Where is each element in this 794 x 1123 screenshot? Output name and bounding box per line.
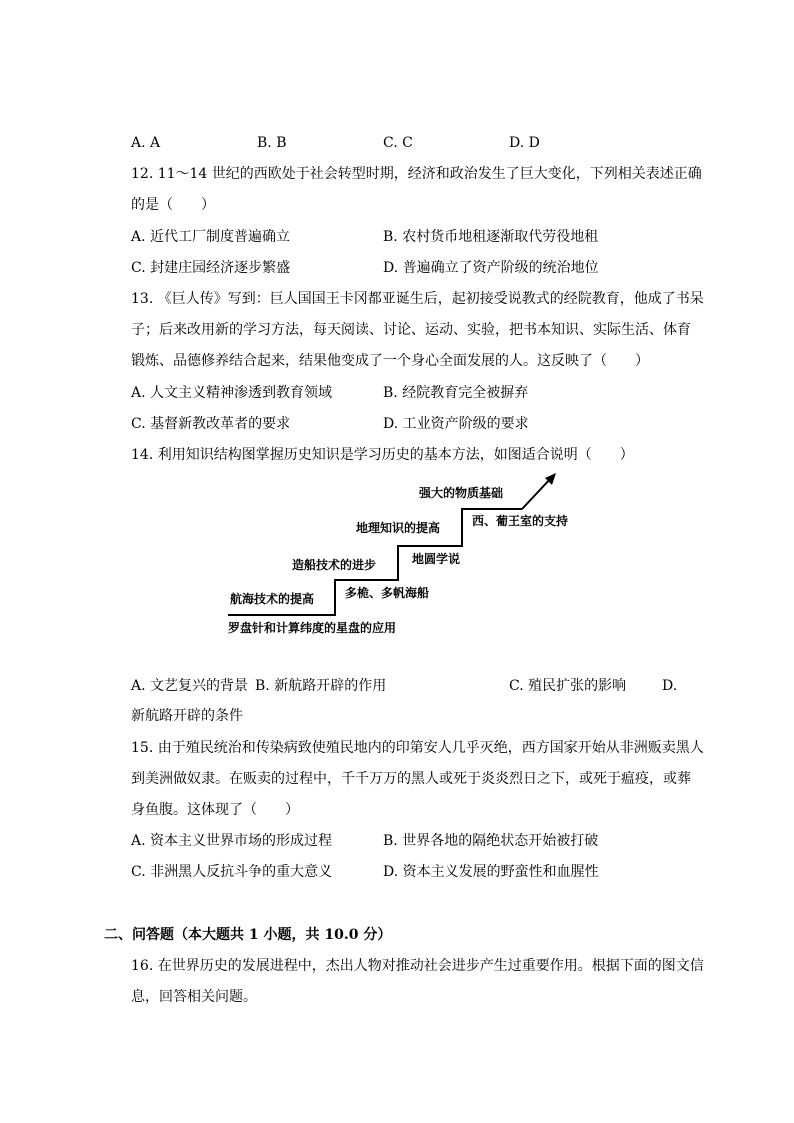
- q15-stem-line1: 15. 由于殖民统治和传染病致使殖民地内的印第安人几乎灭绝，西方国家开始从非洲贩卖黑人: [131, 740, 704, 756]
- q14-option-b: B. 新航路开辟的作用: [255, 678, 387, 694]
- q12-stem-line2: 的是（ ）: [131, 197, 215, 213]
- section-heading: 二、问答题（本大题共 1 小题，共 10.0 分）: [104, 927, 392, 943]
- diagram-label-material-base: 强大的物质基础: [419, 486, 504, 500]
- q11-option-b: B. B: [257, 135, 287, 151]
- q15-stem-line2: 到美洲做奴隶。在贩卖的过程中，千千万万的黑人或死于炎炎烈日之下，或死于瘟疫，或葬: [131, 771, 691, 787]
- q14-option-a: A. 文艺复兴的背景: [131, 678, 249, 694]
- q13-option-c: C. 基督新教改革者的要求: [131, 416, 291, 432]
- q15-option-d: D. 资本主义发展的野蛮性和血腥性: [383, 864, 599, 880]
- q12-option-d: D. 普遍确立了资产阶级的统治地位: [383, 260, 599, 276]
- q16-stem-line2: 息，回答相关问题。: [131, 989, 257, 1005]
- q12-stem-line1: 12. 11～14 世纪的西欧处于社会转型时期，经济和政治发生了巨大变化，下列相关表述正确: [131, 166, 702, 182]
- diagram-label-multi-mast-ships: 多桅、多帆海船: [345, 586, 430, 600]
- q13-stem-line2: 子；后来改用新的学习方法，每天阅读、讨论、运动、实验，把书本知识、实际生活、体育: [131, 322, 691, 338]
- q12-option-c: C. 封建庄园经济逐步繁盛: [131, 260, 291, 276]
- q12-option-a: A. 近代工厂制度普遍确立: [131, 229, 291, 245]
- knowledge-structure-diagram: [222, 468, 582, 648]
- q11-option-c: C. C: [383, 135, 413, 151]
- q14-option-d-text: 新航路开辟的条件: [131, 708, 243, 724]
- diagram-label-royal-support: 西、葡王室的支持: [472, 514, 569, 528]
- arrow-shaft: [522, 477, 552, 509]
- q13-stem-line3: 锻炼、品德修养结合起来，结果他变成了一个身心全面发展的人。这反映了（ ）: [131, 353, 649, 369]
- q14-option-d: D.: [662, 678, 678, 694]
- diagram-label-geography: 地理知识的提高: [356, 521, 441, 535]
- q14-option-c: C. 殖民扩张的影响: [509, 678, 627, 694]
- q13-option-d: D. 工业资产阶级的要求: [383, 416, 529, 432]
- q13-option-b: B. 经院教育完全被摒弃: [383, 385, 529, 401]
- q11-option-a: A. A: [131, 135, 161, 151]
- diagram-label-round-earth: 地圆学说: [412, 552, 461, 566]
- q15-option-b: B. 世界各地的隔绝状态开始被打破: [383, 833, 599, 849]
- q15-option-c: C. 非洲黑人反抗斗争的重大意义: [131, 864, 333, 880]
- q11-option-d: D. D: [509, 135, 540, 151]
- q14-stem: 14. 利用知识结构图掌握历史知识是学习历史的基本方法，如图适合说明（ ）: [131, 447, 634, 463]
- diagram-label-navigation-tech: 航海技术的提高: [230, 592, 315, 606]
- diagram-label-compass-astrolabe: 罗盘针和计算纬度的星盘的应用: [228, 621, 397, 635]
- q13-option-a: A. 人文主义精神渗透到教育领域: [131, 385, 333, 401]
- q12-option-b: B. 农村货币地租逐渐取代劳役地租: [383, 229, 599, 245]
- q15-option-a: A. 资本主义世界市场的形成过程: [131, 833, 333, 849]
- diagram-label-shipbuilding: 造船技术的进步: [292, 558, 377, 572]
- q13-stem-line1: 13. 《巨人传》写到：巨人国国王卡冈都亚诞生后，起初接受说教式的经院教育，他成了书呆: [131, 291, 704, 307]
- q15-stem-line3: 身鱼腹。这体现了（ ）: [131, 802, 299, 818]
- q16-stem-line1: 16. 在世界历史的发展进程中，杰出人物对推动社会进步产生过重要作用。根据下面的图文信: [131, 958, 704, 974]
